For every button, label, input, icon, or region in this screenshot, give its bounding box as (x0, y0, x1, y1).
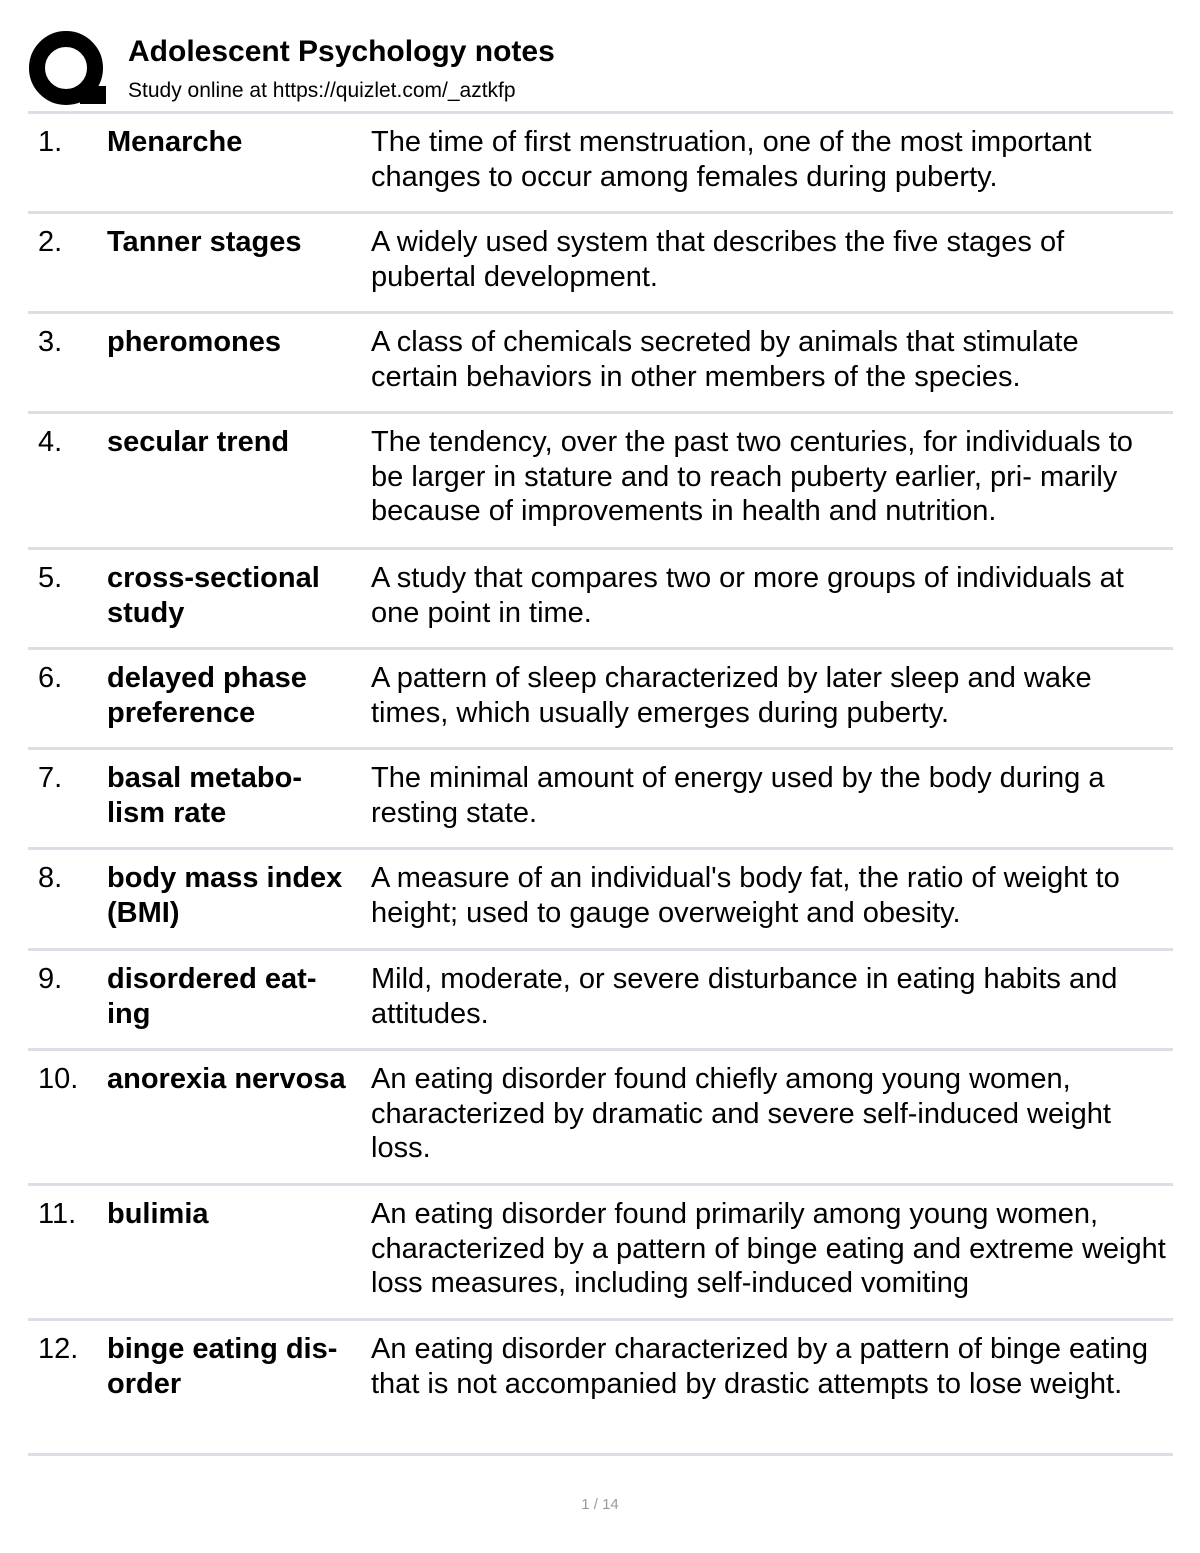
term-name: Tanner stages (107, 226, 302, 258)
term-number: 1. (38, 126, 63, 158)
term-definition: A class of chemicals secreted by animals that stimulate certain behaviors in other members of the species. (371, 326, 1079, 393)
term-name: disordered eat- ing (107, 963, 317, 1030)
term-definition: The time of first menstruation, one of the most important changes to occur among females during puberty. (371, 126, 1092, 193)
term-row (28, 414, 1173, 550)
document-header (28, 28, 1174, 110)
term-number: 4. (38, 426, 63, 458)
term-definition: An eating disorder found chiefly among young women, characterized by dramatic and severe self-induced weight loss. (371, 1063, 1111, 1164)
term-number: 10. (38, 1063, 79, 1095)
term-name: secular trend (107, 426, 290, 458)
term-number: 2. (38, 226, 63, 258)
term-definition: A widely used system that describes the five stages of pubertal development. (371, 226, 1065, 293)
term-number: 7. (38, 762, 63, 794)
term-row (28, 650, 1173, 750)
term-name: delayed phase preference (107, 662, 307, 729)
term-name: binge eating dis- order (107, 1333, 338, 1400)
term-definition: The tendency, over the past two centuries, for individuals to be larger in stature and to reach puberty earlier, pri- marily because of improvements in health and nutrition. (371, 426, 1133, 527)
term-row (28, 1051, 1173, 1186)
term-name: bulimia (107, 1198, 209, 1230)
page-indicator: 1 / 14 (581, 1496, 619, 1513)
term-number: 9. (38, 963, 63, 995)
term-number: 12. (38, 1333, 79, 1365)
term-definition: A measure of an individual's body fat, the ratio of weight to height; used to gauge overweight and obesity. (371, 862, 1120, 929)
term-definition: An eating disorder characterized by a pattern of binge eating that is not accompanied by drastic attempts to lose weight. (371, 1333, 1149, 1400)
page-title: Adolescent Psychology notes (128, 35, 555, 68)
term-row (28, 314, 1173, 414)
term-name: body mass index (BMI) (107, 862, 343, 929)
term-definition: A pattern of sleep characterized by later sleep and wake times, which usually emerges during puberty. (371, 662, 1092, 729)
term-number: 11. (38, 1198, 77, 1230)
term-row (28, 1321, 1173, 1456)
term-name: pheromones (107, 326, 282, 358)
term-definition: The minimal amount of energy used by the body during a resting state. (371, 762, 1105, 829)
term-list (28, 114, 1173, 1456)
term-name: basal metabo- lism rate (107, 762, 302, 829)
term-number: 5. (38, 562, 63, 594)
term-number: 3. (38, 326, 63, 358)
quizlet-q-logo-icon (28, 30, 108, 110)
term-row (28, 550, 1173, 650)
term-definition: An eating disorder found primarily among young women, characterized by a pattern of binge eating and extreme weight loss measures, including self-induced vomiting (371, 1198, 1166, 1299)
term-row (28, 1186, 1173, 1321)
term-name: Menarche (107, 126, 243, 158)
term-row (28, 214, 1173, 314)
term-definition: Mild, moderate, or severe disturbance in eating habits and attitudes. (371, 963, 1118, 1030)
term-name: anorexia nervosa (107, 1063, 346, 1095)
term-number: 6. (38, 662, 63, 694)
term-row (28, 951, 1173, 1051)
study-link-text: Study online at https://quizlet.com/_aztkfp (128, 79, 516, 102)
term-number: 8. (38, 862, 63, 894)
term-name: cross-sectional study (107, 562, 320, 629)
term-row (28, 750, 1173, 850)
term-row (28, 850, 1173, 951)
term-row (28, 114, 1173, 214)
term-definition: A study that compares two or more groups of individuals at one point in time. (371, 562, 1124, 629)
